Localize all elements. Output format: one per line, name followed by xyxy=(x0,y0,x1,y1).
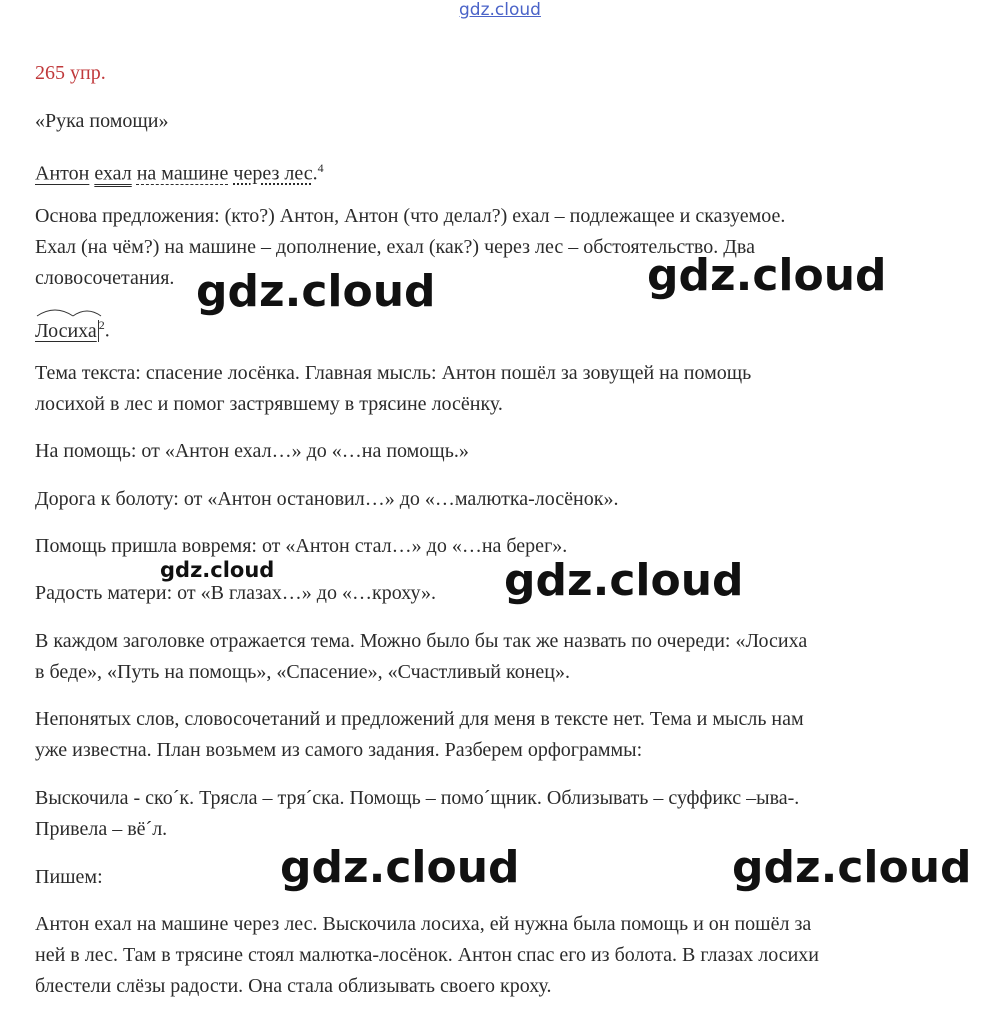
watermark-2: gdz.cloud xyxy=(647,250,887,301)
words-line-2: уже известна. План возьмем из самого задания. Разберем орфограммы: xyxy=(35,739,643,761)
analysis-line-2: Ехал (на чём?) на машине – дополнение, ехал (как?) через лес – обстоятельство. Два xyxy=(35,236,755,258)
final-text-line-3: блестели слёзы радости. Она стала облизывать своего кроху. xyxy=(35,975,552,997)
watermark-5: gdz.cloud xyxy=(732,842,972,893)
plan-item-1: На помощь: от «Антон ехал…» до «…на помощь.» xyxy=(35,440,469,462)
morpheme-word xyxy=(35,310,110,347)
words-line-1: Непонятых слов, словосочетаний и предложений для меня в тексте нет. Тема и мысль нам xyxy=(35,708,804,730)
morpheme-period: . xyxy=(104,319,110,342)
parse-mark: 4 xyxy=(317,161,324,175)
theme-line-2: лосихой в лес и помог застрявшему в трясине лосёнку. xyxy=(35,393,503,415)
watermark-3: gdz.cloud xyxy=(504,555,744,606)
subject-word: Антон xyxy=(35,162,90,185)
watermark-4: gdz.cloud xyxy=(280,842,520,893)
plan-item-3: Помощь пришла вовремя: от «Антон стал…» до «…на берег». xyxy=(35,535,568,557)
headings-line-1: В каждом заголовке отражается тема. Можно было бы так же назвать по очереди: «Лосиха xyxy=(35,630,808,652)
exercise-number: 265 упр. xyxy=(35,62,106,84)
theme-line-1: Тема текста: спасение лосёнка. Главная мысль: Антон пошёл за зовущей на помощь xyxy=(35,362,752,384)
parsed-sentence xyxy=(35,153,324,190)
write-label: Пишем: xyxy=(35,866,103,888)
root-arc-mark xyxy=(35,304,115,318)
text-title: «Рука помощи» xyxy=(35,110,169,132)
headings-line-2: в беде», «Путь на помощь», «Спасение», «Счастливый конец». xyxy=(35,661,570,683)
sentence-period: . xyxy=(312,162,318,185)
final-text-line-1: Антон ехал на машине через лес. Выскочила лосиха, ей нужна была помощь и он пошёл за xyxy=(35,913,812,935)
spelling-line-2: Привела – вё´л. xyxy=(35,818,168,840)
analysis-line-3: словосочетания. xyxy=(35,267,175,289)
morpheme-mark: 2 xyxy=(98,318,105,332)
analysis-line-1: Основа предложения: (кто?) Антон, Антон (что делал?) ехал – подлежащее и сказуемое. xyxy=(35,205,786,227)
watermark-small: gdz.cloud xyxy=(160,558,275,582)
object-phrase: на машине xyxy=(136,162,229,185)
spelling-line-1: Выскочила - ско´к. Трясла – тря´ска. Помощь – помо´щник. Облизывать – суффикс –ыва-. xyxy=(35,787,800,809)
plan-item-4: Радость матери: от «В глазах…» до «…кроху». xyxy=(35,582,436,604)
predicate-word: ехал xyxy=(94,162,132,185)
watermark-top[interactable]: gdz.cloud xyxy=(459,0,541,20)
final-text-line-2: ней в лес. Там в трясине стоял малютка-лосёнок. Антон спас его из болота. В глазах лосихи xyxy=(35,944,819,966)
adverbial-phrase: через лес xyxy=(233,162,313,185)
morpheme-word-text: Лосиха xyxy=(35,319,97,342)
watermark-1: gdz.cloud xyxy=(196,266,436,317)
plan-item-2: Дорога к болоту: от «Антон остановил…» до «…малютка-лосёнок». xyxy=(35,488,619,510)
